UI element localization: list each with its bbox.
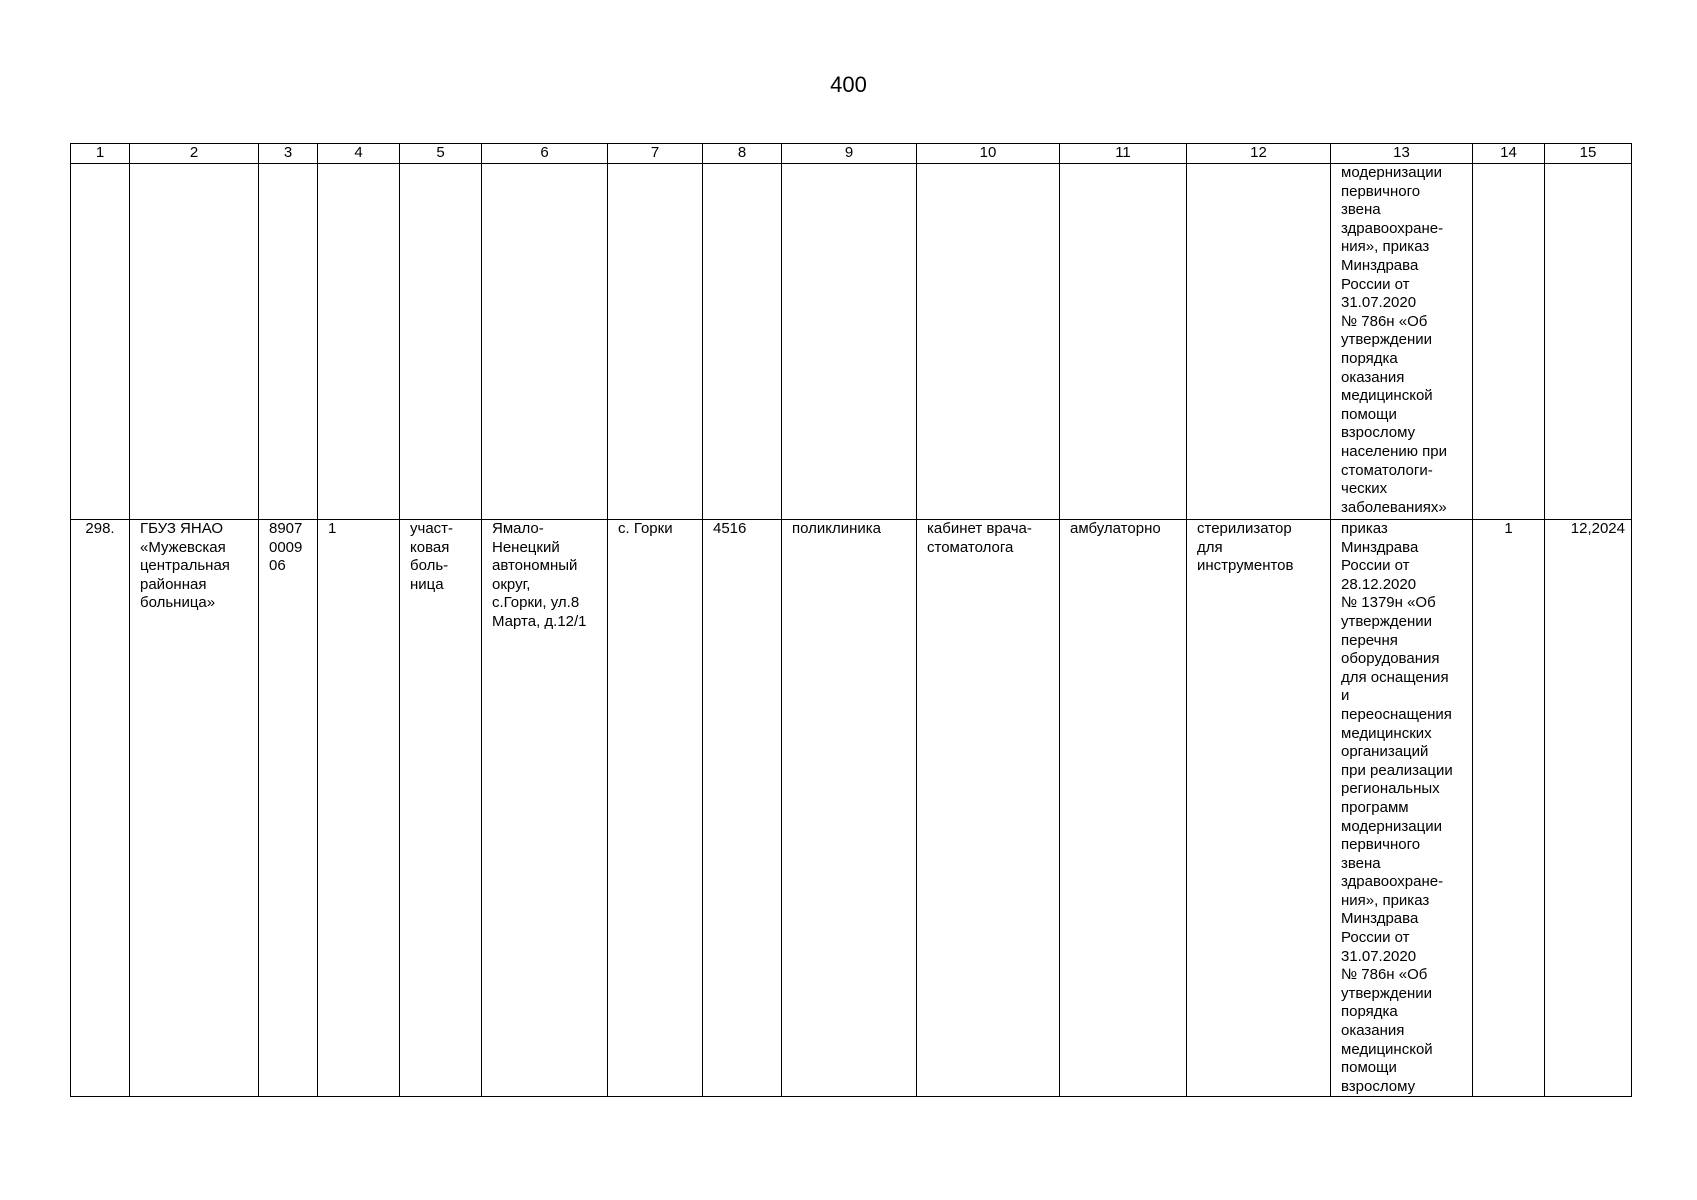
date-cell: 12,2024 (1545, 520, 1632, 1097)
room-cell: кабинет врача- стоматолога (917, 520, 1060, 1097)
unit-cell: поликлиника (782, 520, 917, 1097)
care-conditions-cell: амбулаторно (1060, 520, 1187, 1097)
table-cell (130, 164, 259, 520)
table-cell (782, 164, 917, 520)
column-header: 10 (917, 144, 1060, 164)
table-cell (1545, 164, 1632, 520)
facility-type-cell: участ- ковая боль- ница (400, 520, 482, 1097)
quantity-cell: 1 (1473, 520, 1545, 1097)
column-header: 6 (482, 144, 608, 164)
column-header: 13 (1331, 144, 1473, 164)
column-number-row (71, 144, 1632, 164)
table-cell (703, 164, 782, 520)
table-cell (1473, 164, 1545, 520)
column-header: 12 (1187, 144, 1331, 164)
row-number-cell: 298. (71, 520, 130, 1097)
table-cell (482, 164, 608, 520)
equipment-cell: стерилизатор для инструментов (1187, 520, 1331, 1097)
page-number: 400 (830, 72, 867, 97)
column-header: 11 (1060, 144, 1187, 164)
address-cell: Ямало- Ненецкий автономный округ, с.Горки, ул.8 Марта, д.12/1 (482, 520, 608, 1097)
legal-basis-cell: приказ Минздрава России от 28.12.2020 № 1379н «Об утверждении перечня оборудования для оснащения и переоснащения медицинских организаций при реализации региональных программ модернизации первичного звена здравоохране- ния», приказ Минздрава России от 31.07.2020 № 786н «Об утверждении порядка оказания медицинской помощи взрослому (1331, 520, 1473, 1097)
table-cell (259, 164, 318, 520)
table-cell (400, 164, 482, 520)
organization-cell: ГБУЗ ЯНАО «Мужевская центральная районная больница» (130, 520, 259, 1097)
column-header: 9 (782, 144, 917, 164)
table-row-continuation (71, 164, 1632, 520)
population-cell: 4516 (703, 520, 782, 1097)
column-header: 5 (400, 144, 482, 164)
settlement-cell: с. Горки (608, 520, 703, 1097)
column-header: 1 (71, 144, 130, 164)
table-cell (71, 164, 130, 520)
legal-basis-cell: модернизации первичного звена здравоохране- ния», приказ Минздрава России от 31.07.2020 № 786н «Об утверждении порядка оказания медицинской помощи взрослому населению при стоматологи- ческих заболеваниях» (1331, 164, 1473, 520)
table-cell (608, 164, 703, 520)
column-header: 3 (259, 144, 318, 164)
column-header: 8 (703, 144, 782, 164)
table-cell (1187, 164, 1331, 520)
column-header: 7 (608, 144, 703, 164)
table-cell (1060, 164, 1187, 520)
table-cell (917, 164, 1060, 520)
column-header: 14 (1473, 144, 1545, 164)
column-header: 2 (130, 144, 259, 164)
table-cell (318, 164, 400, 520)
table-cell: 1 (318, 520, 400, 1097)
column-header: 15 (1545, 144, 1632, 164)
equipment-table (70, 143, 1632, 1097)
code-cell: 8907 0009 06 (259, 520, 318, 1097)
column-header: 4 (318, 144, 400, 164)
table-row (71, 520, 1632, 1097)
